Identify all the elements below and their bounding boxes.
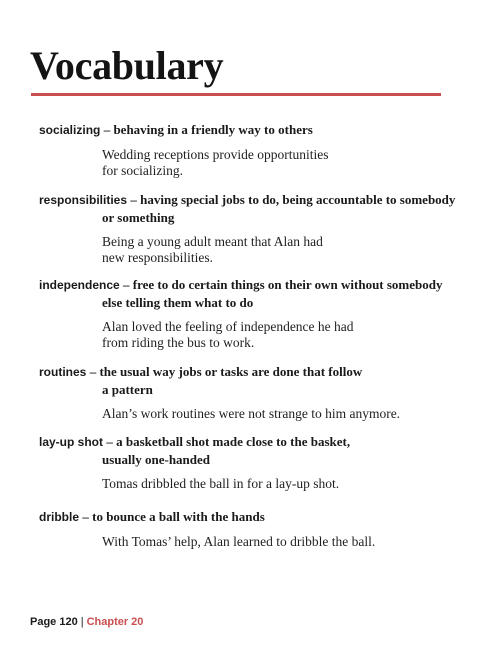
vocabulary-entry <box>39 121 459 191</box>
term: responsibilities <box>39 193 128 207</box>
term: routines <box>39 365 87 379</box>
definition-continuation: a pattern <box>102 382 153 397</box>
vocabulary-list <box>39 121 459 558</box>
vocabulary-entry <box>39 191 459 276</box>
definition-line <box>39 433 459 451</box>
definition-line <box>39 191 459 209</box>
term: socializing <box>39 123 101 137</box>
definition-line <box>39 363 459 381</box>
term: independence <box>39 278 120 292</box>
footer-separator: | <box>80 616 84 628</box>
term: lay-up shot <box>39 435 104 449</box>
example-sentence: Alan loved the feeling of independence he had from riding the bus to work. <box>102 319 354 350</box>
definition-continuation: or something <box>102 210 175 225</box>
example-sentence: Being a young adult meant that Alan had new responsibilities. <box>102 234 323 265</box>
example-sentence: Tomas dribbled the ball in for a lay-up shot. <box>102 476 340 491</box>
definition: – a basketball shot made close to the basket, <box>106 434 351 449</box>
example-sentence: With Tomas’ help, Alan learned to dribble the ball. <box>102 534 376 549</box>
definition: – to bounce a ball with the hands <box>82 509 265 524</box>
chapter-label: Chapter 20 <box>86 616 144 628</box>
example-sentence: Wedding receptions provide opportunities for socializing. <box>102 147 329 178</box>
definition-line <box>39 276 459 294</box>
definition-line <box>39 508 459 526</box>
title-divider <box>31 93 441 96</box>
definition-continuation: else telling them what to do <box>102 295 254 310</box>
definition: – free to do certain things on their own without somebody <box>123 277 443 292</box>
page-title: Vocabulary <box>30 43 224 88</box>
vocabulary-entry <box>39 433 459 508</box>
page-number: Page 120 <box>30 616 78 628</box>
vocabulary-entry <box>39 363 459 433</box>
page-footer <box>30 615 143 629</box>
definition-line <box>39 121 459 139</box>
term: dribble <box>39 510 80 524</box>
definition: – having special jobs to do, being accountable to somebody <box>130 192 456 207</box>
definition: – the usual way jobs or tasks are done that follow <box>89 364 363 379</box>
definition-continuation: usually one-handed <box>102 452 211 467</box>
vocabulary-entry <box>39 276 459 363</box>
definition: – behaving in a friendly way to others <box>103 122 313 137</box>
example-sentence: Alan’s work routines were not strange to him anymore. <box>102 406 401 421</box>
vocabulary-entry <box>39 508 459 558</box>
